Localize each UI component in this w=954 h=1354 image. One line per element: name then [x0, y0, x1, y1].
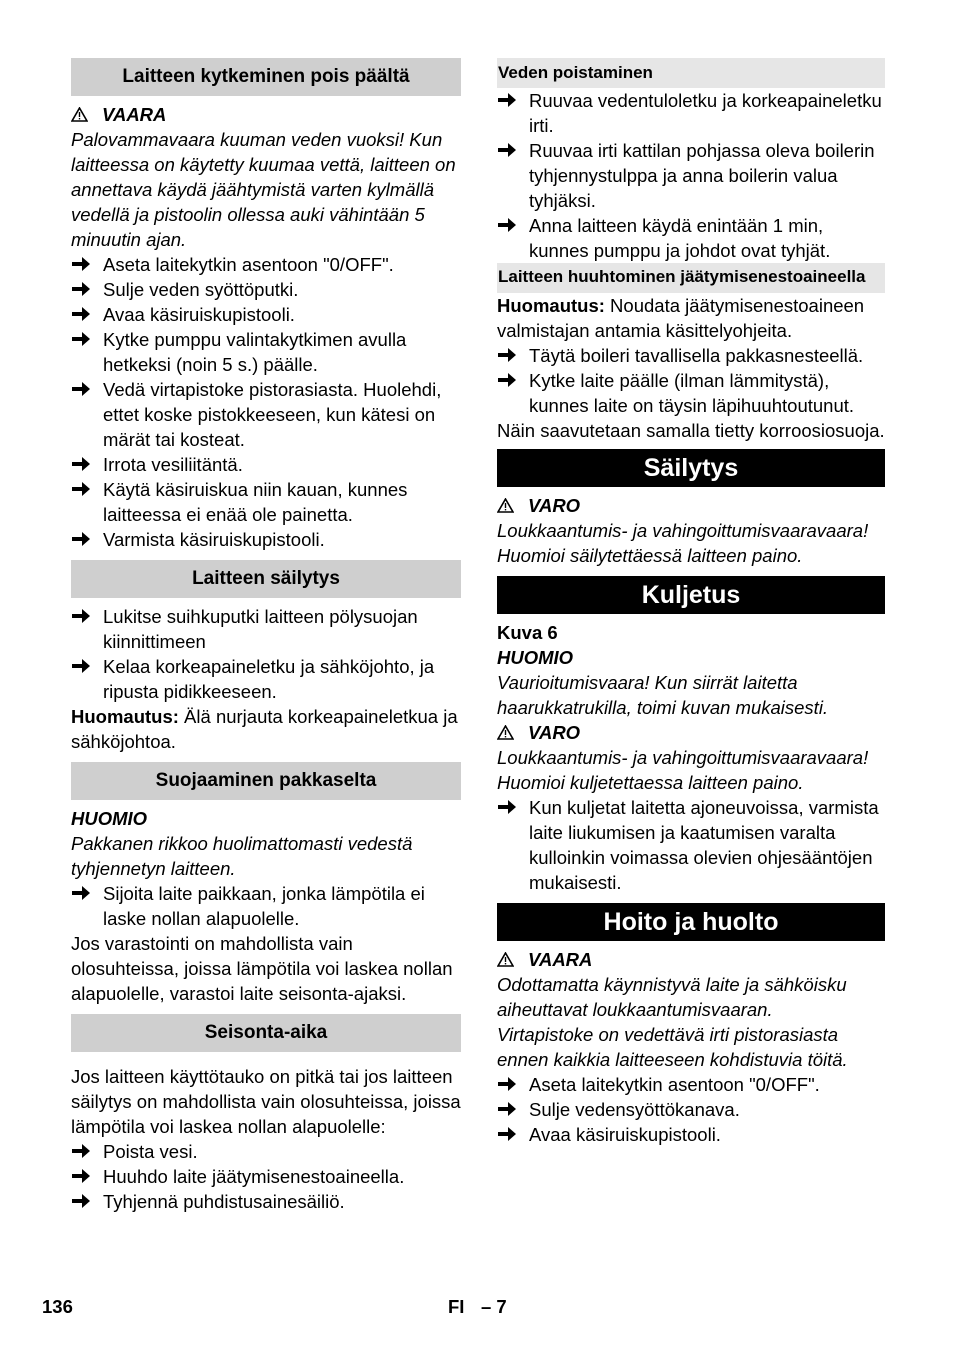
warning-triangle-icon: [497, 725, 514, 740]
list-item: Anna laitteen käydä enintään 1 min, kunnes pumppu ja johdot ovat tyhjät.: [497, 213, 885, 263]
warning-triangle-icon: [497, 952, 514, 967]
warning-label: VARO: [528, 495, 581, 516]
caution-text: Pakkanen rikkoo huolimattomasti vedestä tyhjennetyn laitteen.: [71, 833, 413, 879]
arrow-right-icon: [497, 1100, 517, 1118]
arrow-right-icon: [71, 884, 91, 902]
arrow-right-icon: [71, 530, 91, 548]
section-heading-switch-off: Laitteen kytkeminen pois päältä: [71, 58, 461, 96]
arrow-right-icon: [497, 216, 517, 234]
instruction-list: [497, 795, 885, 895]
list-item: Irrota vesiliitäntä.: [71, 452, 461, 477]
list-item: Kun kuljetat laitetta ajoneuvoissa, varmista laite liukumisen ja kaatumisen varalta kulloinkin voimassa olevien ohjesääntöjen mukaisesti.: [497, 795, 885, 895]
warning-triangle-icon: [71, 107, 88, 122]
warning-label: VAARA: [528, 949, 593, 970]
left-column: [71, 58, 461, 1214]
instruction-list: [497, 1072, 885, 1147]
instruction-list: [71, 881, 461, 931]
list-item: Aseta laitekytkin asentoon "0/OFF".: [71, 252, 461, 277]
list-item: Kytke pumppu valintakytkimen avulla hetkeksi (noin 5 s.) päälle.: [71, 327, 461, 377]
section-heading-idle-period: Seisonta-aika: [71, 1014, 461, 1052]
danger-warning: [497, 947, 885, 972]
list-item: Poista vesi.: [71, 1139, 461, 1164]
warning-triangle-icon: [497, 498, 514, 513]
instruction-list: [71, 1139, 461, 1214]
list-item: Ruuvaa irti kattilan pohjassa oleva boilerin tyhjennystulppa ja anna boilerin valua tyhjäksi.: [497, 138, 885, 213]
list-item: Varmista käsiruiskupistooli.: [71, 527, 461, 552]
section-heading-storage: Laitteen säilytys: [71, 560, 461, 598]
footer-language: FI: [448, 1296, 465, 1317]
figure-reference: Kuva 6: [497, 622, 558, 643]
page-number: 136: [42, 1296, 73, 1317]
list-item: Lukitse suihkuputki laitteen pölysuojan kiinnittimeen: [71, 604, 461, 654]
arrow-right-icon: [71, 255, 91, 273]
arrow-right-icon: [497, 1075, 517, 1093]
warning-text: Virtapistoke on vedettävä irti pistorasiasta ennen kaikkia laitteeseen kohdistuvia töitä.: [497, 1024, 848, 1070]
caution-warning: [497, 720, 885, 745]
instruction-list: [497, 88, 885, 263]
warning-text: Loukkaantumis- ja vahingoittumisvaaravaara! Huomioi säilytettäessä laitteen paino.: [497, 520, 869, 566]
body-paragraph: Jos varastointi on mahdollista vain olosuhteissa, joissa lämpötila voi laskea nollan alapuolelle, varastoi laite seisonta-ajaksi.: [71, 933, 453, 1004]
list-item: Ruuvaa vedentuloletku ja korkeapaineletku irti.: [497, 88, 885, 138]
warning-label: VARO: [528, 722, 581, 743]
arrow-right-icon: [497, 346, 517, 364]
arrow-right-icon: [71, 280, 91, 298]
list-item: Kytke laite päälle (ilman lämmitystä), kunnes laite on täysin läpihuuhtoutunut.: [497, 368, 885, 418]
list-item: Sulje vedensyöttökanava.: [497, 1097, 885, 1122]
note-paragraph: Huomautus: Noudata jäätymisenestoaineen valmistajan antamia käsittelyohjeita.: [497, 295, 865, 341]
right-column: [497, 58, 885, 1147]
warning-text: Palovammavaara kuuman veden vuoksi! Kun laitteessa on käytetty kuumaa vettä, laitteen on annettava käydä jäähtymistä varten kylmällä vedellä ja pistoolin ollessa auki vähintään 5 minuutin ajan.: [71, 129, 456, 250]
caution-warning: [497, 493, 885, 518]
chapter-heading-maintenance: Hoito ja huolto: [497, 903, 885, 941]
body-paragraph: Jos laitteen käyttötauko on pitkä tai jos laitteen säilytys on mahdollista vain olosuhteissa, joissa lämpötila voi laskea nollan alapuolelle:: [71, 1066, 461, 1137]
list-item: Kelaa korkeapaineletku ja sähköjohto, ja ripusta pidikkeeseen.: [71, 654, 461, 704]
section-heading-antifreeze-flush: Laitteen huuhtominen jäätymisenestoaineella: [497, 263, 885, 293]
arrow-right-icon: [71, 657, 91, 675]
list-item: Huuhdo laite jäätymisenestoaineella.: [71, 1164, 461, 1189]
arrow-right-icon: [71, 480, 91, 498]
arrow-right-icon: [71, 1167, 91, 1185]
chapter-heading-transport: Kuljetus: [497, 576, 885, 614]
danger-warning: [71, 102, 461, 127]
caution-label: HUOMIO: [71, 808, 148, 829]
caution-text: Vaurioitumisvaara! Kun siirrät laitetta haarukkatrukilla, toimi kuvan mukaisesti.: [497, 672, 829, 718]
list-item: Tyhjennä puhdistusainesäiliö.: [71, 1189, 461, 1214]
arrow-right-icon: [71, 380, 91, 398]
note-paragraph: Huomautus: Älä nurjauta korkeapaineletkua ja sähköjohtoa.: [71, 706, 458, 752]
instruction-list: [71, 252, 461, 552]
arrow-right-icon: [497, 1125, 517, 1143]
instruction-list: [497, 343, 885, 418]
arrow-right-icon: [71, 607, 91, 625]
instruction-list: [71, 604, 461, 704]
section-heading-frost-protection: Suojaaminen pakkaselta: [71, 762, 461, 800]
list-item: Täytä boileri tavallisella pakkasnesteellä.: [497, 343, 885, 368]
list-item: Sulje veden syöttöputki.: [71, 277, 461, 302]
warning-text: Odottamatta käynnistyvä laite ja sähköisku aiheuttavat loukkaantumisvaaran.: [497, 974, 847, 1020]
arrow-right-icon: [71, 305, 91, 323]
arrow-right-icon: [497, 798, 517, 816]
arrow-right-icon: [71, 1192, 91, 1210]
arrow-right-icon: [497, 141, 517, 159]
list-item: Aseta laitekytkin asentoon "0/OFF".: [497, 1072, 885, 1097]
arrow-right-icon: [71, 455, 91, 473]
list-item: Sijoita laite paikkaan, jonka lämpötila ei laske nollan alapuolelle.: [71, 881, 461, 931]
arrow-right-icon: [497, 371, 517, 389]
list-item: Avaa käsiruiskupistooli.: [71, 302, 461, 327]
list-item: Avaa käsiruiskupistooli.: [497, 1122, 885, 1147]
warning-label: VAARA: [102, 104, 167, 125]
section-heading-water-removal: Veden poistaminen: [497, 58, 885, 88]
body-paragraph: Näin saavutetaan samalla tietty korroosiosuoja.: [497, 420, 885, 441]
footer-section-page: – 7: [481, 1296, 507, 1317]
warning-text: Loukkaantumis- ja vahingoittumisvaaravaara! Huomioi kuljetettaessa laitteen paino.: [497, 747, 869, 793]
list-item: Käytä käsiruiskua niin kauan, kunnes laitteessa ei enää ole painetta.: [71, 477, 461, 527]
arrow-right-icon: [71, 1142, 91, 1160]
chapter-heading-storage: Säilytys: [497, 449, 885, 487]
caution-label: HUOMIO: [497, 647, 574, 668]
arrow-right-icon: [71, 330, 91, 348]
arrow-right-icon: [497, 91, 517, 109]
list-item: Vedä virtapistoke pistorasiasta. Huolehdi, ettet koske pistokkeeseen, kun kätesi on märät tai kosteat.: [71, 377, 461, 452]
